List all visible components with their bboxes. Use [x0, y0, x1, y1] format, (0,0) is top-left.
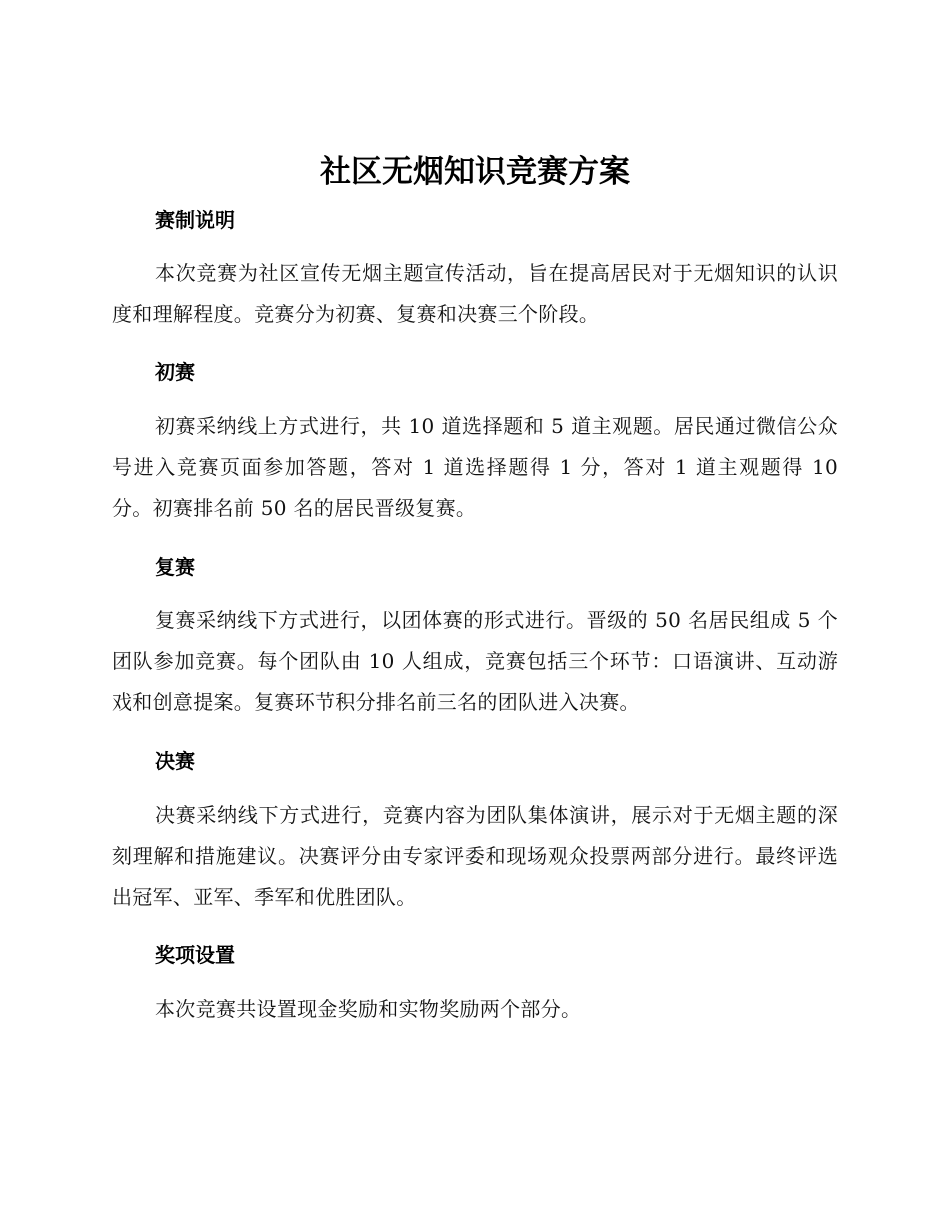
section-heading-awards: 奖项设置 [155, 943, 235, 967]
section-body-format: 本次竞赛为社区宣传无烟主题宣传活动，旨在提高居民对于无烟知识的认识度和理解程度。竞赛分为初赛、复赛和决赛三个阶段。 [112, 261, 838, 326]
section-heading-format: 赛制说明 [155, 208, 235, 232]
document-title: 社区无烟知识竞赛方案 [320, 154, 630, 190]
section-body-semifinal: 复赛采纳线下方式进行，以团体赛的形式进行。晋级的 50 名居民组成 5 个团队参加竞赛。每个团队由 10 人组成，竞赛包括三个环节：口语演讲、互动游戏和创意提案。复赛环节积分排名前三名的团队进入决赛。 [112, 608, 838, 714]
section-heading-final: 决赛 [155, 749, 195, 773]
section-heading-preliminary: 初赛 [155, 360, 195, 384]
section-body-preliminary: 初赛采纳线上方式进行，共 10 道选择题和 5 道主观题。居民通过微信公众号进入竞赛页面参加答题，答对 1 道选择题得 1 分，答对 1 道主观题得 10 分。初赛排名前 50 名的居民晋级复赛。 [112, 414, 838, 520]
section-body-awards: 本次竞赛共设置现金奖励和实物奖励两个部分。 [155, 997, 582, 1021]
section-heading-semifinal: 复赛 [155, 555, 195, 579]
section-body-final: 决赛采纳线下方式进行，竞赛内容为团队集体演讲，展示对于无烟主题的深刻理解和措施建议。决赛评分由专家评委和现场观众投票两部分进行。最终评选出冠军、亚军、季军和优胜团队。 [112, 803, 838, 909]
